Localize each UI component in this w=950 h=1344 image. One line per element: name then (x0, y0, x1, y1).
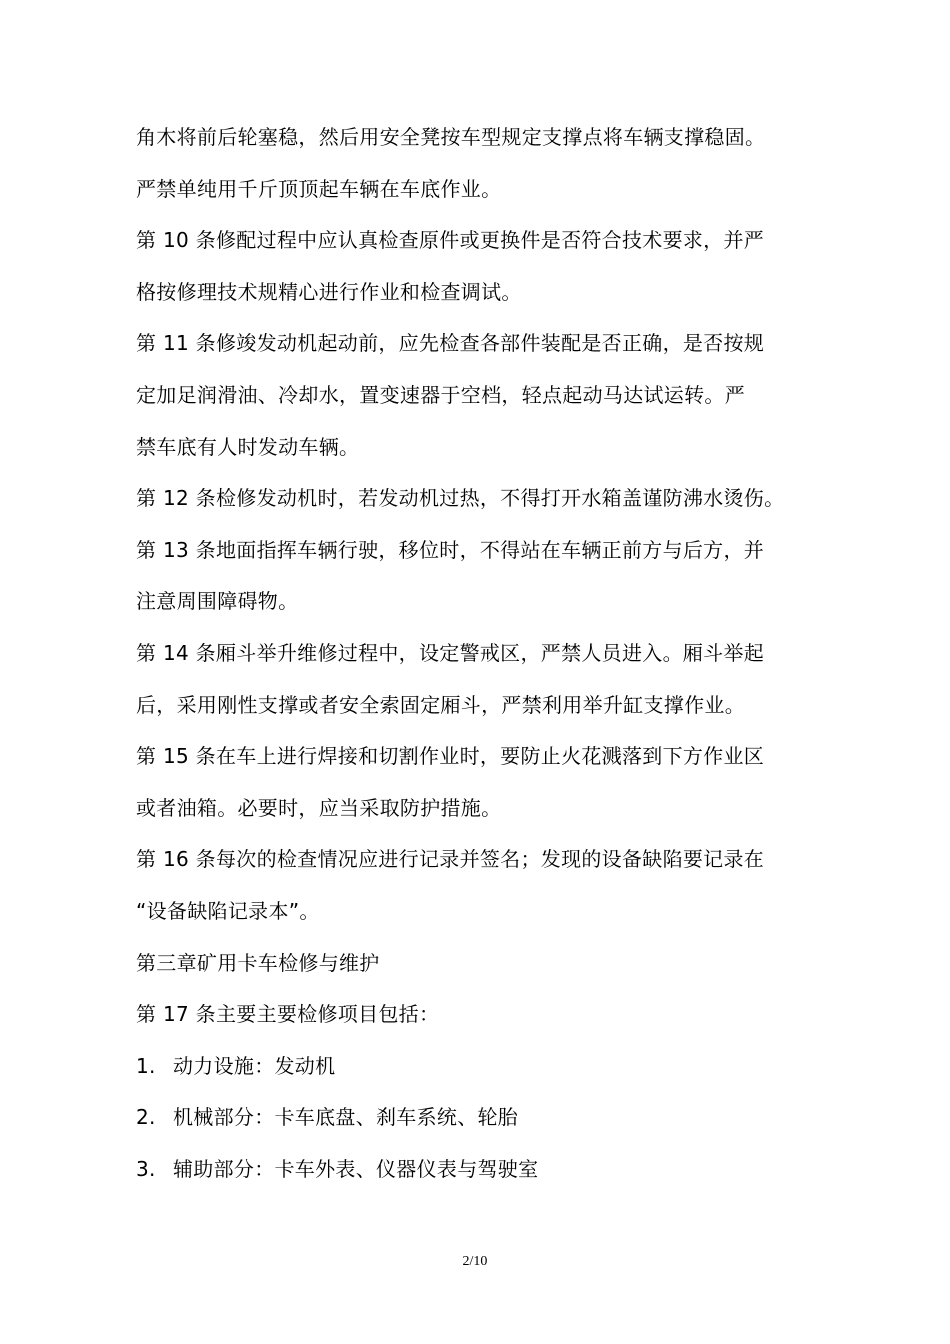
article-14: 第 14 条厢斗举升维修过程中，设定警戒区，严禁人员进入。厢斗举起 (136, 640, 765, 665)
article-10: 第 10 条修配过程中应认真检查原件或更换件是否符合技术要求，并严 (136, 228, 765, 253)
list-item (136, 1092, 836, 1144)
document-body (136, 112, 836, 1195)
article-17: 第 17 条主要主要检修项目包括： (136, 1002, 440, 1027)
list-text: 机械部分：卡车底盘、刹车系统、轮胎 (173, 1105, 519, 1130)
article-11: 第 11 条修竣发动机起动前，应先检查各部件装配是否正确，是否按规 (136, 331, 765, 356)
text-line: 格按修理技术规精心进行作业和检查调试。 (136, 279, 522, 304)
text-line: 定加足润滑油、冷却水，置变速器于空档，轻点起动马达试运转。严 (136, 382, 745, 407)
article-12: 第 12 条检修发动机时，若发动机过热，不得打开水箱盖谨防沸水烫伤。 (136, 486, 785, 511)
article-16: 第 16 条每次的检查情况应进行记录并签名；发现的设备缺陷要记录在 (136, 847, 765, 872)
text-line: 禁车底有人时发动车辆。 (136, 434, 360, 459)
text-line: “设备缺陷记录本”。 (136, 898, 320, 923)
page-number: 2/10 (462, 1254, 488, 1269)
article-15: 第 15 条在车上进行焊接和切割作业时，要防止火花溅落到下方作业区 (136, 744, 765, 769)
list-text: 辅助部分：卡车外表、仪器仪表与驾驶室 (173, 1156, 539, 1181)
text-line: 注意周围障碍物。 (136, 589, 299, 614)
text-line: 后，采用刚性支撑或者安全索固定厢斗，严禁利用举升缸支撑作业。 (136, 692, 745, 717)
text-line: 角木将前后轮塞稳，然后用安全凳按车型规定支撑点将车辆支撑稳固。 (136, 125, 766, 149)
list-text: 动力设施：发动机 (173, 1053, 336, 1078)
list-item (136, 1041, 836, 1093)
list-number: 2. (136, 1105, 156, 1130)
chapter-heading: 第三章矿用卡车检修与维护 (136, 950, 380, 975)
list-number: 3. (136, 1156, 156, 1181)
text-line: 严禁单纯用千斤顶顶起车辆在车底作业。 (136, 176, 502, 201)
list-item (136, 1144, 836, 1196)
text-line: 或者油箱。必要时，应当采取防护措施。 (136, 795, 502, 820)
list-number: 1. (136, 1053, 156, 1078)
article-13: 第 13 条地面指挥车辆行驶，移位时，不得站在车辆正前方与后方，并 (136, 537, 765, 562)
